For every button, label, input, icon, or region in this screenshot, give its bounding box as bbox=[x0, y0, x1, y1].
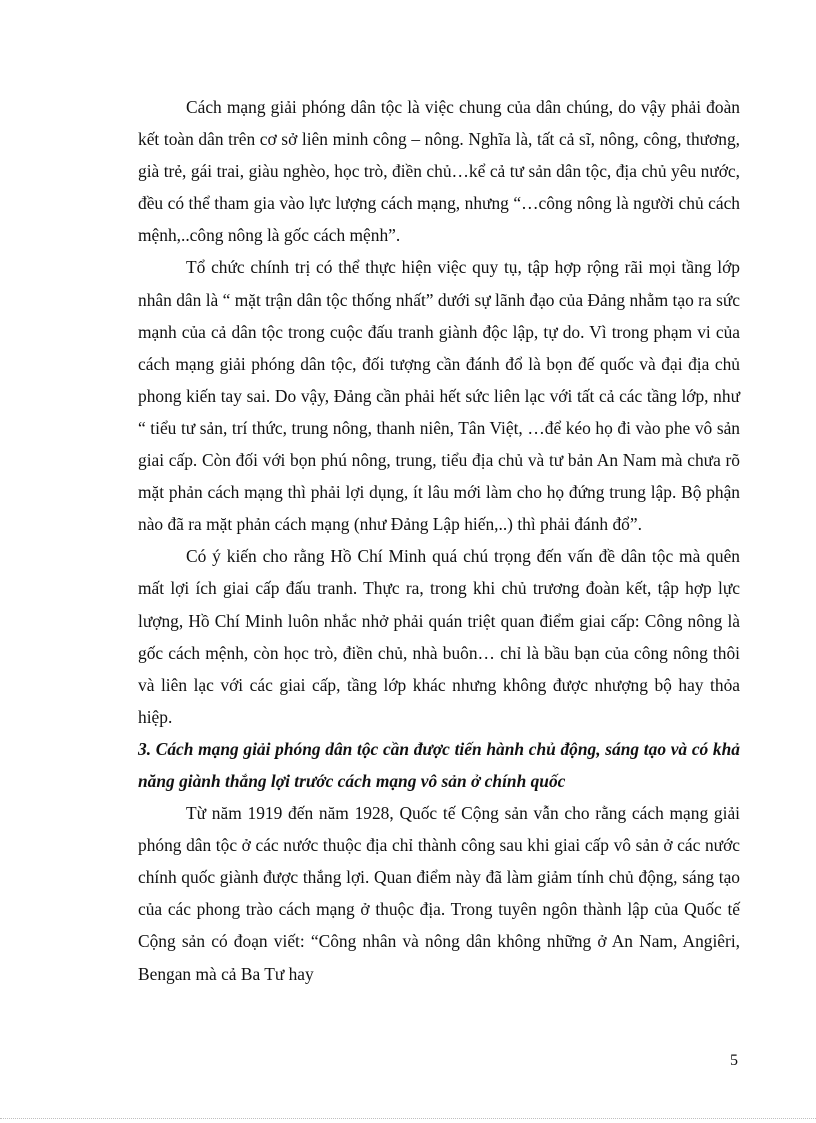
page-bottom-divider bbox=[0, 1118, 816, 1119]
paragraph: Từ năm 1919 đến năm 1928, Quốc tế Cộng sản vẫn cho rằng cách mạng giải phóng dân tộc ở các nước thuộc địa chỉ thành công sau khi giai cấp vô sản ở các nước chính quốc giành được thắng lợi. Quan điểm này đã làm giảm tính chủ động, sáng tạo của các phong trào cách mạng ở thuộc địa. Trong tuyên ngôn thành lập của Quốc tế Cộng sản có đoạn viết: “Công nhân và nông dân không những ở An Nam, Angiêri, Bengan mà cả Ba Tư hay bbox=[138, 803, 740, 984]
document-body bbox=[138, 91, 740, 990]
section-heading: 3. Cách mạng giải phóng dân tộc cần được tiến hành chủ động, sáng tạo và có khả năng giành thắng lợi trước cách mạng vô sản ở chính quốc bbox=[138, 738, 740, 791]
page-number: 5 bbox=[730, 1052, 738, 1069]
paragraph: Tổ chức chính trị có thể thực hiện việc quy tụ, tập hợp rộng rãi mọi tầng lớp nhân dân là “ mặt trận dân tộc thống nhất” dưới sự lãnh đạo của Đảng nhằm tạo ra sức mạnh của cả dân tộc trong cuộc đấu tranh giành độc lập, tự do. Vì trong phạm vi của cách mạng giải phóng dân tộc, đối tượng cần đánh đổ là bọn đế quốc và đại địa chủ phong kiến tay sai. Do vậy, Đảng cần phải hết sức liên lạc với tất cả các tầng lớp, như “ tiểu tư sản, trí thức, trung nông, thanh niên, Tân Việt, …để kéo họ đi vào phe vô sản giai cấp. Còn đối với bọn phú nông, trung, tiểu địa chủ và tư bản An Nam mà chưa rõ mặt phản cách mạng thì phải lợi dụng, ít lâu mới làm cho họ đứng trung lập. Bộ phận nào đã ra mặt phản cách mạng (như Đảng Lập hiến,..) thì phải đánh đổ”. bbox=[138, 257, 740, 535]
paragraph: Có ý kiến cho rằng Hồ Chí Minh quá chú trọng đến vấn đề dân tộc mà quên mất lợi ích giai cấp đấu tranh. Thực ra, trong khi chủ trương đoàn kết, tập hợp lực lượng, Hồ Chí Minh luôn nhắc nhở phải quán triệt quan điểm giai cấp: Công nông là gốc cách mệnh, còn học trò, điền chủ, nhà buôn… chỉ là bầu bạn của công nông thôi và liên lạc với các giai cấp, tầng lớp khác nhưng không được nhượng bộ hay thỏa hiệp. bbox=[138, 546, 740, 727]
paragraph: Cách mạng giải phóng dân tộc là việc chung của dân chúng, do vậy phải đoàn kết toàn dân trên cơ sở liên minh công – nông. Nghĩa là, tất cả sĩ, nông, công, thương, già trẻ, gái trai, giàu nghèo, học trò, điền chủ…kể cả tư sản dân tộc, địa chủ yêu nước, đều có thể tham gia vào lực lượng cách mạng, nhưng “…công nông là người chủ cách mệnh,..công nông là gốc cách mệnh”. bbox=[138, 97, 740, 246]
